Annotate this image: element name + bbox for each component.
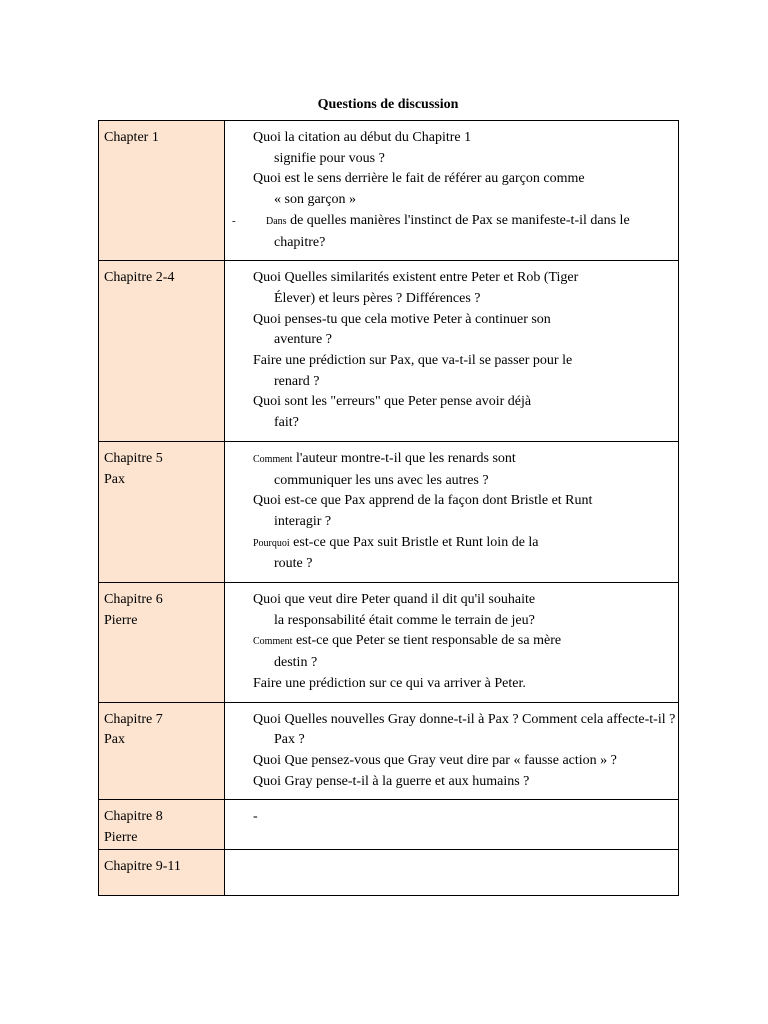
questions-cell: [225, 849, 679, 895]
question-text: Quoi Quelles similarités existent entre Peter et Rob (Tiger: [253, 270, 579, 286]
question-item: [225, 128, 678, 169]
table-row: [99, 441, 679, 582]
question-continuation: route ?: [274, 556, 313, 572]
chapter-label: Chapitre 6: [104, 592, 163, 608]
question-continuation: signifie pour vous ?: [274, 150, 385, 166]
questions-cell: [225, 261, 679, 442]
chapter-label: Chapter 1: [104, 130, 159, 145]
chapter-cell: [99, 121, 225, 261]
question-item: [225, 772, 678, 793]
question-item: [225, 169, 678, 210]
discussion-table-body: [99, 121, 679, 896]
question-continuation: Élever) et leurs pères ? Différences ?: [274, 290, 481, 306]
question-continuation: « son garçon »: [274, 192, 357, 208]
question-item: [225, 351, 678, 392]
question-item: [225, 449, 678, 491]
question-item: [225, 751, 678, 772]
question-lead-word: Dans: [266, 215, 287, 227]
chapter-cell: [99, 800, 225, 849]
question-text: est-ce que Pax suit Bristle et Runt loin de la: [289, 534, 539, 550]
question-text: Quoi penses-tu que cela motive Peter à continuer son: [253, 311, 551, 327]
question-continuation: aventure ?: [274, 332, 332, 348]
question-text: Quoi Gray pense-t-il à la guerre et aux humains ?: [253, 773, 530, 789]
question-item: [225, 674, 678, 695]
question-continuation: destin ?: [274, 655, 318, 671]
question-item: [225, 491, 678, 532]
table-row: [99, 849, 679, 895]
question-text: -: [253, 809, 258, 825]
table-row: [99, 121, 679, 261]
chapter-cell: [99, 583, 225, 703]
chapter-label: Chapitre 5: [104, 450, 163, 466]
bullet-dash: -: [232, 214, 236, 227]
question-item: [225, 211, 678, 253]
questions-cell: [225, 702, 679, 800]
chapter-cell: [99, 849, 225, 895]
question-continuation: fait?: [274, 415, 299, 431]
question-text: Faire une prédiction sur Pax, que va-t-il se passer pour le: [253, 353, 573, 369]
question-text: est-ce que Peter se tient responsable de sa mère: [292, 633, 562, 649]
table-row: [99, 702, 679, 800]
chapter-label: Chapitre 9-11: [104, 858, 181, 874]
chapter-subject: Pierre: [104, 612, 138, 628]
discussion-table: [98, 120, 679, 896]
question-lead-word: Comment: [253, 453, 293, 465]
questions-cell: [225, 121, 679, 261]
chapter-cell: [99, 702, 225, 800]
question-continuation: communiquer les uns avec les autres ?: [274, 472, 489, 488]
question-text: Quoi que veut dire Peter quand il dit qu'il souhaite: [253, 592, 536, 608]
question-item: [225, 533, 678, 575]
document-title: Questions de discussion: [317, 97, 459, 112]
question-lead-word: Comment: [253, 636, 293, 648]
question-text: de quelles manières l'instinct de Pax se manifeste-t-il dans le: [286, 212, 630, 228]
question-continuation: chapitre?: [274, 234, 326, 250]
question-text: Faire une prédiction sur ce qui va arriver à Peter.: [253, 675, 526, 691]
chapter-label: Chapitre 7: [104, 711, 163, 727]
question-item: [225, 710, 678, 751]
question-text: Quoi est le sens derrière le fait de référer au garçon comme: [253, 171, 585, 187]
question-lead-word: Pourquoi: [253, 537, 290, 549]
questions-cell: [225, 800, 679, 849]
question-text: Quoi la citation au début du Chapitre 1: [253, 130, 472, 145]
table-row: [99, 583, 679, 703]
question-continuation: Pax ?: [274, 732, 305, 748]
chapter-cell: [99, 441, 225, 582]
table-row: [99, 261, 679, 442]
questions-cell: [225, 583, 679, 703]
question-item: [225, 631, 678, 673]
question-item: [225, 392, 678, 433]
question-item: [225, 268, 678, 309]
question-text: Quoi Quelles nouvelles Gray donne-t-il à Pax ? Comment cela affecte-t-il ?: [253, 711, 676, 727]
question-item: [225, 807, 678, 828]
questions-cell: [225, 441, 679, 582]
chapter-label: Chapitre 8: [104, 809, 163, 825]
question-text: l'auteur montre-t-il que les renards sont: [292, 450, 516, 466]
question-text: Quoi sont les "erreurs" que Peter pense avoir déjà: [253, 394, 532, 410]
question-item: [225, 590, 678, 631]
question-continuation: la responsabilité était comme le terrain de jeu?: [274, 612, 535, 628]
question-item: [225, 310, 678, 351]
question-continuation: renard ?: [274, 373, 320, 389]
chapter-subject: Pax: [104, 732, 125, 748]
chapter-subject: Pierre: [104, 830, 138, 846]
question-continuation: interagir ?: [274, 513, 332, 529]
table-row: [99, 800, 679, 849]
chapter-label: Chapitre 2-4: [104, 270, 175, 286]
question-text: Quoi est-ce que Pax apprend de la façon dont Bristle et Runt: [253, 493, 593, 509]
chapter-cell: [99, 261, 225, 442]
question-text: Quoi Que pensez-vous que Gray veut dire par « fausse action » ?: [253, 752, 617, 768]
chapter-subject: Pax: [104, 471, 125, 487]
